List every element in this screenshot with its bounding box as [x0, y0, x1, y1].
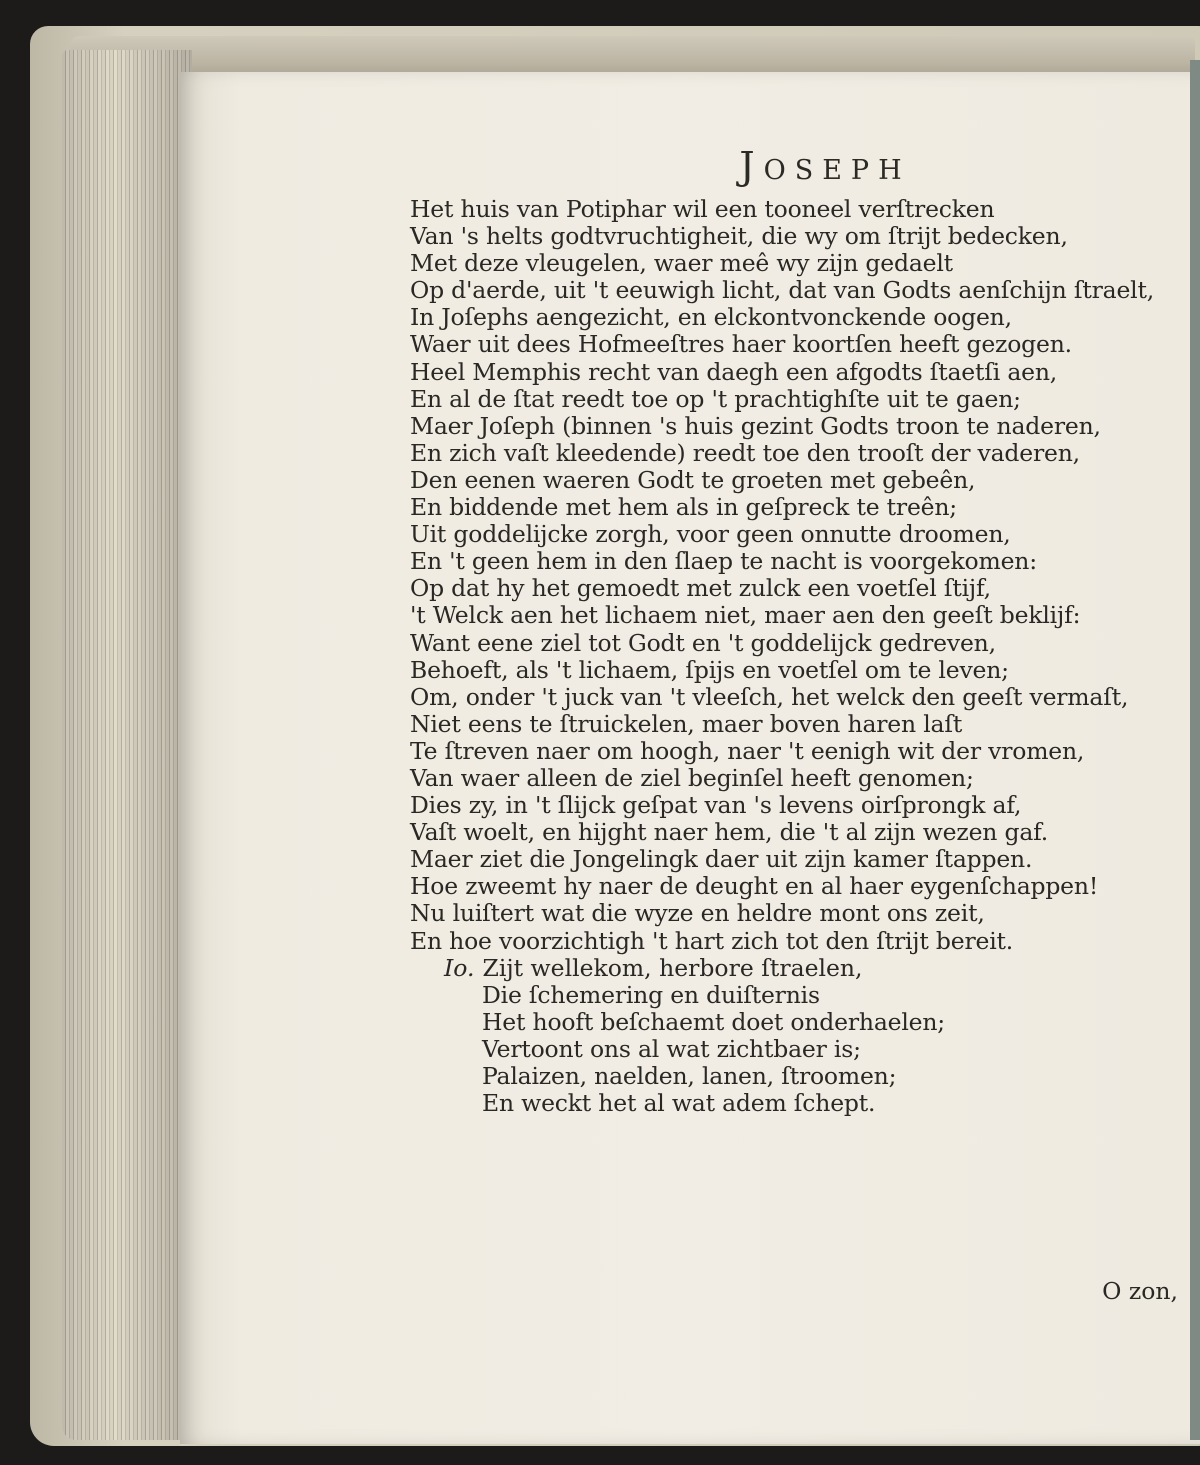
verse-line: Waer uit dees Hofmeeſtres haer koortſen heeft gezogen.	[410, 330, 1072, 359]
verse-line: Heel Memphis recht van daegh een afgodts ſtaetſi aen,	[410, 357, 1058, 386]
verse-line: Den eenen waeren Godt te groeten met gebeên,	[410, 465, 976, 494]
verse-line: Op d'aerde, uit 't eeuwigh licht, dat van Godts aenſchijn ſtraelt,	[410, 276, 1154, 305]
verse-line: En hoe voorzichtigh 't hart zich tot den ſtrijt bereit.	[410, 926, 1014, 955]
verse-line: En zich vaſt kleedende) reedt toe den trooſt der vaderen,	[410, 438, 1080, 467]
page-block-side-edge	[62, 50, 192, 1440]
running-heading: Joseph	[739, 144, 911, 188]
verse-line: Vaſt woelt, en hijght naer hem, die 't al zijn wezen gaf.	[410, 818, 1049, 847]
song-first-text: Zijt wellekom, herbore ſtraelen,	[482, 953, 863, 982]
verse-line: Behoeft, als 't lichaem, ſpijs en voetſel om te leven;	[410, 655, 1009, 684]
page-edge-strip	[1190, 60, 1200, 1440]
verse-line: Want eene ziel tot Godt en 't goddelijck gedreven,	[410, 628, 996, 657]
song-line: Vertoont ons al wat zichtbaer is;	[482, 1034, 861, 1063]
verse-line: Van 's helts godtvruchtigheit, die wy om ſtrijt bedecken,	[410, 222, 1068, 251]
verse-line: En 't geen hem in den ſlaep te nacht is voorgekomen:	[410, 547, 1037, 576]
verse-line: Te ſtreven naer om hoogh, naer 't eenigh wit der vromen,	[410, 736, 1085, 765]
verse-line: Dies zy, in 't ſlijck geſpat van 's levens oirſprongk af,	[410, 791, 1022, 820]
verse-line: Niet eens te ſtruickelen, maer boven haren laſt	[410, 709, 963, 738]
song-line: Palaizen, naelden, lanen, ſtroomen;	[482, 1062, 897, 1090]
verse-line: 't Welck aen het lichaem niet, maer aen den geeſt beklijf:	[410, 601, 1081, 630]
verse-line: En al de ſtat reedt toe op 't prachtighſte uit te gaen;	[410, 384, 1021, 413]
verse-line: En biddende met hem als in geſpreck te treên;	[410, 493, 958, 522]
verse-line: Nu luiſtert wat die wyze en heldre mont ons zeit,	[410, 899, 985, 928]
verse-line: Het huis van Potiphar wil een tooneel verſtrecken	[410, 195, 995, 223]
verse-line: Uit goddelijcke zorgh, voor geen onnutte droomen,	[410, 520, 1011, 549]
verse-line: Om, onder 't juck van 't vleeſch, het welck den geeſt vermaſt,	[410, 682, 1129, 711]
verse-line: Hoe zweemt hy naer de deught en al haer eygenſchappen!	[410, 872, 1099, 901]
verse-line: In Joſephs aengezicht, en elckontvonckende oogen,	[410, 303, 1012, 332]
song-line: Het hooft beſchaemt doet onderhaelen;	[482, 1007, 946, 1036]
verse-line: Van waer alleen de ziel beginſel heeft genomen;	[410, 763, 974, 792]
page-text	[410, 142, 1200, 1117]
song-first-line	[410, 955, 1200, 982]
verse-line: Maer Joſeph (binnen 's huis gezint Godts troon te naderen,	[410, 411, 1101, 440]
verse-line: Maer ziet die Jongelingk daer uit zijn kamer ſtappen.	[410, 845, 1033, 874]
song-lines	[410, 982, 1200, 1117]
book-page	[180, 72, 1200, 1444]
verse-line: Met deze vleugelen, waer meê wy zijn gedaelt	[410, 249, 953, 278]
verse-line: Op dat hy het gemoedt met zulck een voetſel ſtijf,	[410, 574, 991, 603]
song-line: Die ſchemering en duiſternis	[482, 980, 820, 1009]
speaker-label: Io.	[444, 953, 475, 982]
song-line: En weckt het al wat adem ſchept.	[482, 1089, 876, 1118]
catchword: O zon,	[1102, 1277, 1178, 1305]
verse-lines	[410, 196, 1200, 955]
